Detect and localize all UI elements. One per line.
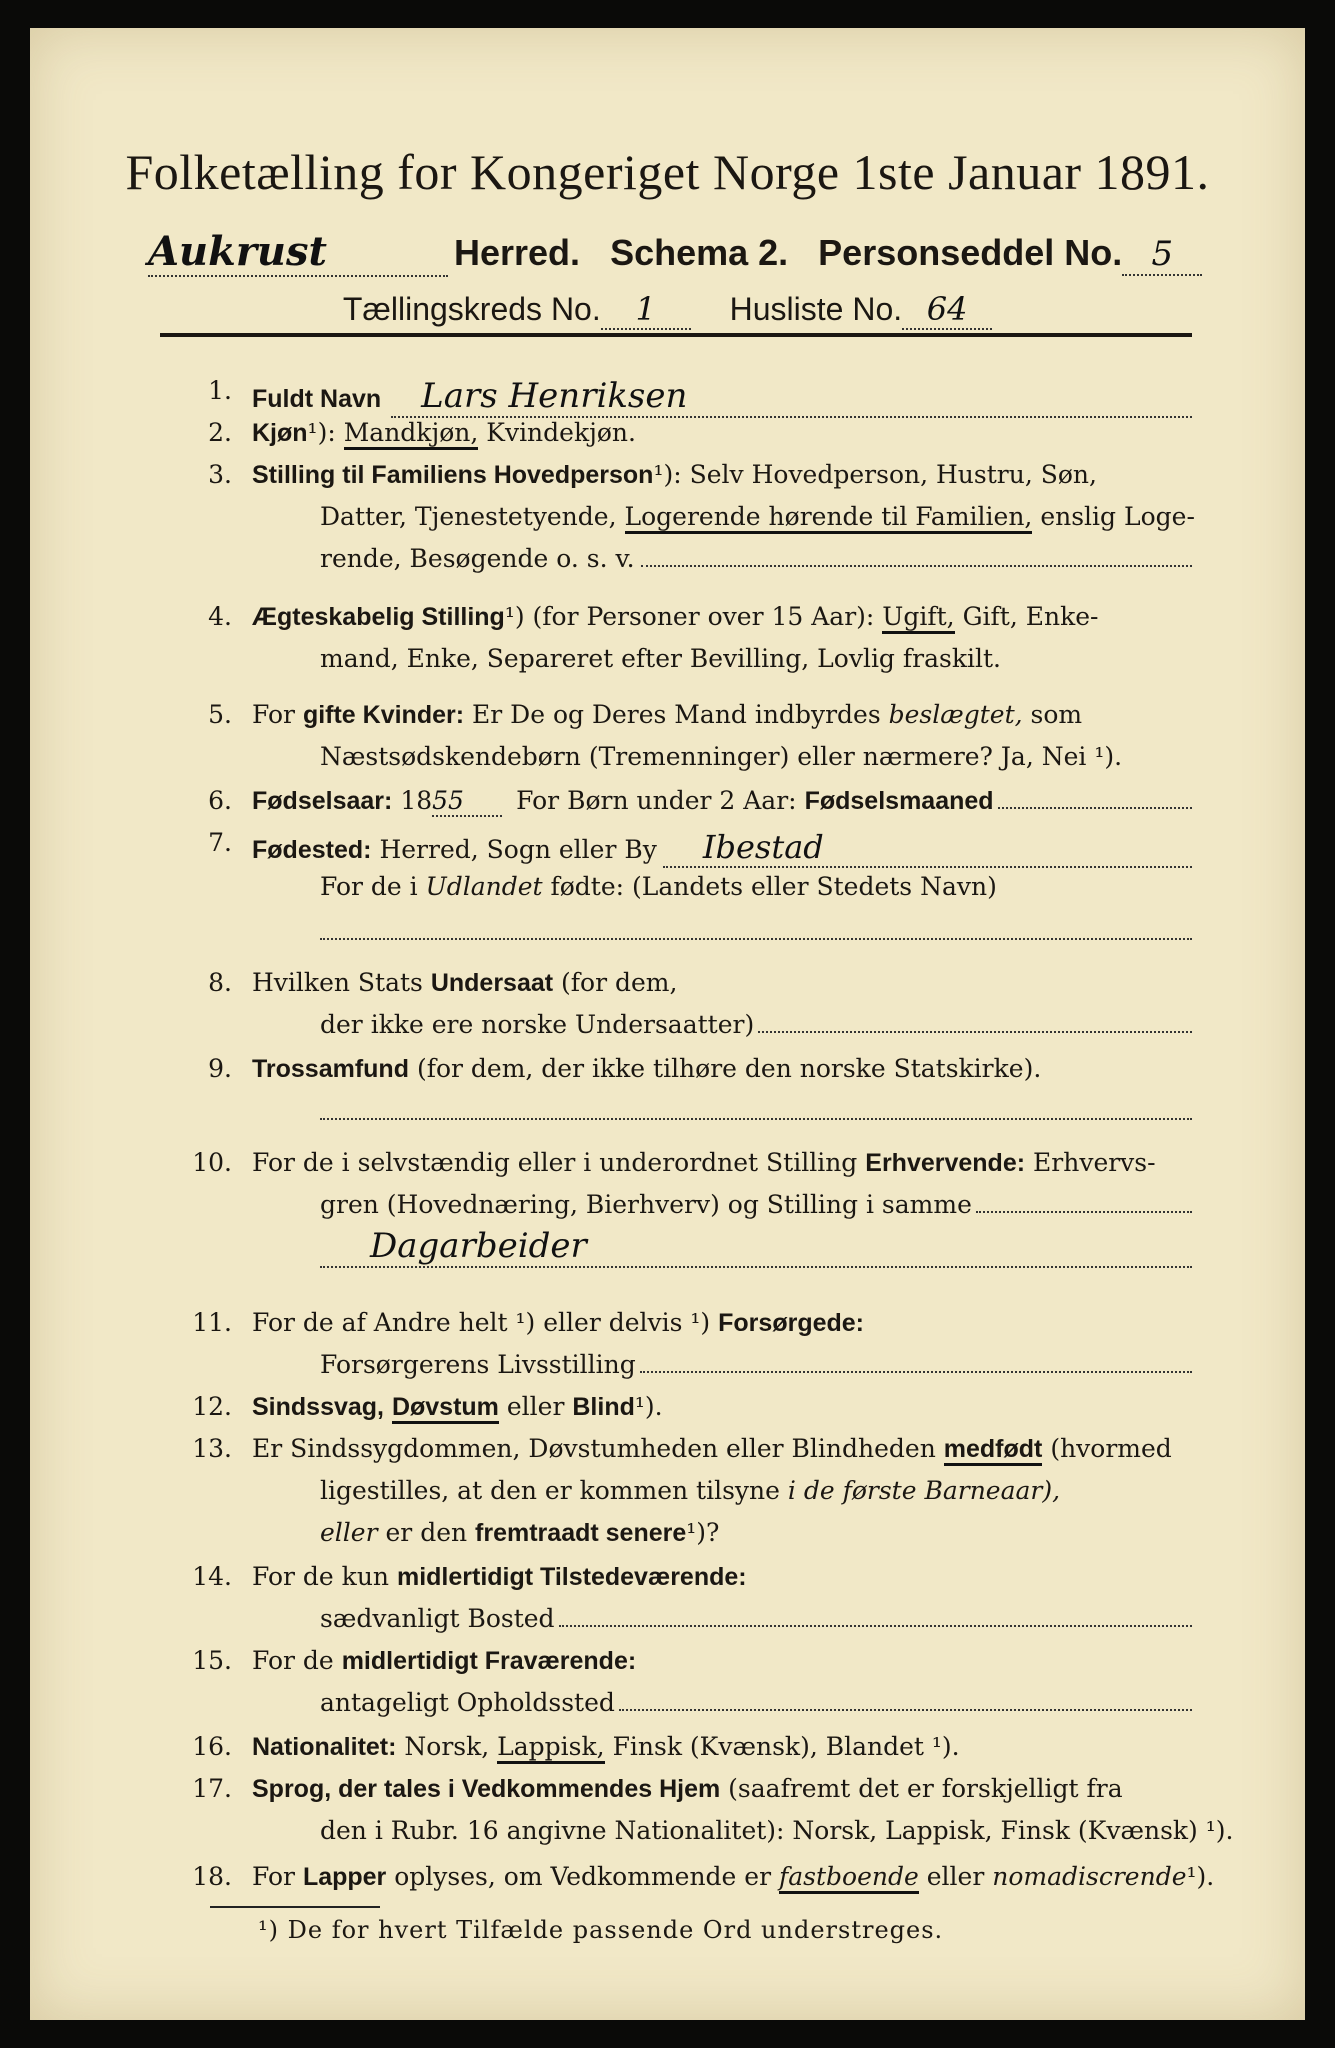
item-number: 8. <box>208 968 232 997</box>
item-sprog-line2: den i Rubr. 16 angivne Nationalitet): Norsk, Lappisk, Finsk (Kvænsk) ¹). <box>320 1816 1234 1845</box>
item-number: 16. <box>192 1732 232 1761</box>
item-label: midlertidigt Fraværende: <box>341 1647 637 1675</box>
item-erhverv <box>252 1148 1156 1178</box>
fill-line <box>976 1211 1192 1213</box>
item-number: 15. <box>192 1646 232 1675</box>
option-logerende-selected: Logerende hørende til Familien, <box>625 502 1033 534</box>
item-label: Lapper <box>302 1863 387 1891</box>
item-number: 13. <box>192 1434 232 1463</box>
item-text: der ikke ere norske Undersaatter) <box>320 1010 755 1039</box>
item-stilling <box>252 460 1097 490</box>
item-number: 18. <box>192 1862 232 1891</box>
item-lapper <box>252 1862 1214 1892</box>
item-text: (for dem, der ikke tilhøre den norske Statskirke). <box>416 1054 1042 1083</box>
fill-line <box>641 565 1192 567</box>
item-text: Erhvervs- <box>1033 1148 1156 1177</box>
item-number: 17. <box>192 1774 232 1803</box>
item-text: fødte: (Landets eller Stedets Navn) <box>550 872 997 901</box>
item-text: For de i <box>320 872 418 901</box>
husliste-label: Husliste No. <box>729 291 903 327</box>
item-number: 12. <box>192 1392 232 1421</box>
option-lappisk-selected: Lappisk, <box>497 1732 604 1764</box>
header-rule <box>160 333 1192 337</box>
item-fravaerende-line2 <box>320 1688 1192 1717</box>
item-text: Er Sindssygdommen, Døvstumheden eller Blindheden <box>252 1434 936 1463</box>
item-label: Sprog, der tales i Vedkommendes Hjem <box>252 1775 721 1803</box>
item-fodested <box>252 828 1192 868</box>
item-label: Stilling til Familiens Hovedperson <box>252 461 654 489</box>
item-stilling-line3 <box>320 544 1192 573</box>
item-label: gifte Kvinder: <box>302 701 465 729</box>
item-text: For de kun <box>252 1562 390 1591</box>
item-label: Sindssvag, <box>252 1393 384 1421</box>
item-label: Undersaat <box>430 969 554 997</box>
item-text: Hvilken Stats <box>252 968 423 997</box>
item-number: 11. <box>192 1308 232 1337</box>
item-label: Blind <box>572 1393 635 1421</box>
fill-line <box>619 1709 1192 1711</box>
item-text: i de første Barneaar), <box>787 1476 1061 1505</box>
item-text: eller <box>506 1392 565 1421</box>
census-form <box>30 28 1305 2020</box>
option-fastboende-selected: fastboende <box>779 1862 919 1894</box>
item-text: Gift, Enke- <box>962 602 1099 631</box>
item-text: beslægtet, <box>888 700 1023 729</box>
item-text: (hvormed <box>1050 1434 1172 1463</box>
item-gifte-kvinder <box>252 700 1082 730</box>
item-label: Fuldt Navn <box>252 385 382 413</box>
item-number: 6. <box>208 786 232 815</box>
header-row-taellingskreds <box>30 290 1305 330</box>
item-text: (saafremt det er forskjelligt fra <box>728 1774 1123 1803</box>
item-undersaat <box>252 968 677 998</box>
item-medfodt-line3 <box>320 1518 719 1548</box>
item-label: Fødselsaar: <box>252 787 393 815</box>
item-tilstedevaerende <box>252 1562 747 1592</box>
item-label: Kjøn <box>252 419 308 447</box>
item-erhverv-line3 <box>320 1226 1192 1268</box>
item-text: Er De og Deres Mand indbyrdes <box>472 700 881 729</box>
personseddel-label: Personseddel No. <box>818 232 1123 273</box>
husliste-value: 64 <box>902 290 992 330</box>
item-number: 1. <box>208 376 232 405</box>
item-medfodt-line2 <box>320 1476 1060 1505</box>
item-text: Udlandet <box>425 872 543 901</box>
taellingskreds-label: Tællingskreds No. <box>342 291 601 327</box>
header-row-herred <box>148 228 1208 277</box>
item-label: midlertidigt Tilstedeværende: <box>396 1563 747 1591</box>
item-text: som <box>1030 700 1083 729</box>
option-dovstum-selected: Døvstum <box>392 1393 499 1424</box>
item-label: Forsørgede: <box>718 1309 864 1337</box>
option-medfodt-selected: medfødt <box>944 1435 1043 1466</box>
item-label: Ægteskabelig Stilling <box>252 603 505 631</box>
personseddel-value: 5 <box>1122 234 1202 276</box>
item-number: 10. <box>192 1148 232 1177</box>
item-forsorgede-line2 <box>320 1350 1192 1379</box>
item-medfodt <box>252 1434 1172 1464</box>
item-stilling-line2 <box>320 502 1195 531</box>
item-text: For <box>252 1862 295 1891</box>
item-text: er den <box>385 1518 468 1547</box>
item-forsorgede <box>252 1308 864 1338</box>
item-erhverv-line2 <box>320 1190 1192 1219</box>
item-note: ¹)? <box>686 1518 720 1547</box>
item-text: For Børn under 2 Aar: <box>516 786 797 815</box>
footnote: ¹) De for hvert Tilfælde passende Ord understreges. <box>258 1916 944 1944</box>
footnote-rule <box>210 1906 380 1908</box>
herred-value: Aukrust <box>148 228 448 277</box>
item-text: sædvanligt Bosted <box>320 1604 555 1633</box>
option-ugift-selected: Ugift, <box>882 602 954 634</box>
item-full-name <box>252 376 1192 418</box>
item-text: Norsk, <box>404 1732 490 1761</box>
item-text: (for dem, <box>561 968 678 997</box>
item-label: Erhvervende: <box>865 1149 1026 1177</box>
item-text: Forsørgerens Livsstilling <box>320 1350 636 1379</box>
item-number: 9. <box>208 1054 232 1083</box>
item-aegteskabelig <box>252 602 1098 632</box>
item-text: For de i selvstændig eller i underordnet Stilling <box>252 1148 858 1177</box>
item-text: For de <box>252 1646 334 1675</box>
item-tilstedevaerende-line2 <box>320 1604 1192 1633</box>
fill-line <box>758 1031 1192 1033</box>
fill-line <box>320 938 1192 940</box>
item-text: Herred, Sogn eller By <box>379 835 657 864</box>
item-nationalitet <box>252 1732 960 1762</box>
item-label: fremtraadt senere <box>475 1519 687 1547</box>
item-label: Fødested: <box>252 836 372 864</box>
item-kjon <box>252 418 636 448</box>
item-text: nomadiscrende <box>992 1862 1187 1891</box>
item-gifte-kvinder-line2: Næstsødskendebørn (Tremenninger) eller nærmere? Ja, Nei ¹). <box>320 742 1123 771</box>
item-text: ligestilles, at den er kommen tilsyne <box>320 1476 780 1505</box>
item-label: Nationalitet: <box>252 1733 397 1761</box>
item-fravaerende <box>252 1646 636 1676</box>
year-prefix: 18 <box>400 786 433 815</box>
item-label: Trossamfund <box>252 1055 409 1083</box>
item-number: 14. <box>192 1562 232 1591</box>
item-sindssvag <box>252 1392 663 1422</box>
item-text: For <box>252 700 295 729</box>
item-fodselsaar <box>252 786 1192 817</box>
item-text: For de af Andre helt ¹) eller delvis ¹) <box>252 1308 711 1337</box>
item-text: oplyses, om Vedkommende er <box>394 1862 772 1891</box>
fill-line <box>640 1371 1192 1373</box>
item-number: 2. <box>208 418 232 447</box>
herred-label: Herred. <box>454 232 581 273</box>
item-number: 5. <box>208 700 232 729</box>
item-fodested-line2 <box>320 872 997 901</box>
item-undersaat-line2 <box>320 1010 1192 1039</box>
item-number: 3. <box>208 460 232 489</box>
fill-line <box>998 807 1192 809</box>
item-text: antageligt Opholdssted <box>320 1688 615 1717</box>
fill-line <box>320 1118 1192 1120</box>
item-text: eller <box>320 1518 378 1547</box>
item-text: eller <box>926 1862 985 1891</box>
item-text: Datter, Tjenestetyende, <box>320 502 617 531</box>
item-text: ¹) (for Personer over 15 Aar): <box>504 602 875 631</box>
item-number: 4. <box>208 602 232 631</box>
occupation-value: Dagarbeider <box>320 1226 1192 1268</box>
fill-line <box>559 1625 1192 1627</box>
item-note: ¹): <box>307 418 336 447</box>
item-sprog <box>252 1774 1123 1804</box>
item-note: ¹). <box>1186 1862 1215 1891</box>
item-note: ¹). <box>634 1392 663 1421</box>
option-kvindekjon: Kvindekjøn. <box>486 418 636 447</box>
taellingskreds-value: 1 <box>601 290 691 330</box>
option-mandkjon-selected: Mandkjøn, <box>344 418 479 450</box>
item-text: Finsk (Kvænsk), Blandet ¹). <box>612 1732 960 1761</box>
item-text: rende, Besøgende o. s. v. <box>320 544 635 573</box>
item-text: ¹): Selv Hovedperson, Hustru, Søn, <box>653 460 1097 489</box>
birth-year-value: 55 <box>432 786 502 817</box>
full-name-value: Lars Henriksen <box>391 376 1192 418</box>
item-text: enslig Loge- <box>1040 502 1195 531</box>
form-title: Folketælling for Kongeriget Norge 1ste Januar 1891. <box>125 144 1210 200</box>
item-aegteskabelig-line2: mand, Enke, Separeret efter Bevilling, Lovlig fraskilt. <box>320 644 1001 673</box>
birthplace-value: Ibestad <box>663 828 1192 868</box>
item-label: Fødselsmaaned <box>804 787 994 815</box>
item-text: gren (Hovednæring, Bierhverv) og Stilling i samme <box>320 1190 972 1219</box>
item-number: 7. <box>208 828 232 857</box>
schema-label: Schema 2. <box>610 232 789 273</box>
item-trossamfund <box>252 1054 1041 1084</box>
